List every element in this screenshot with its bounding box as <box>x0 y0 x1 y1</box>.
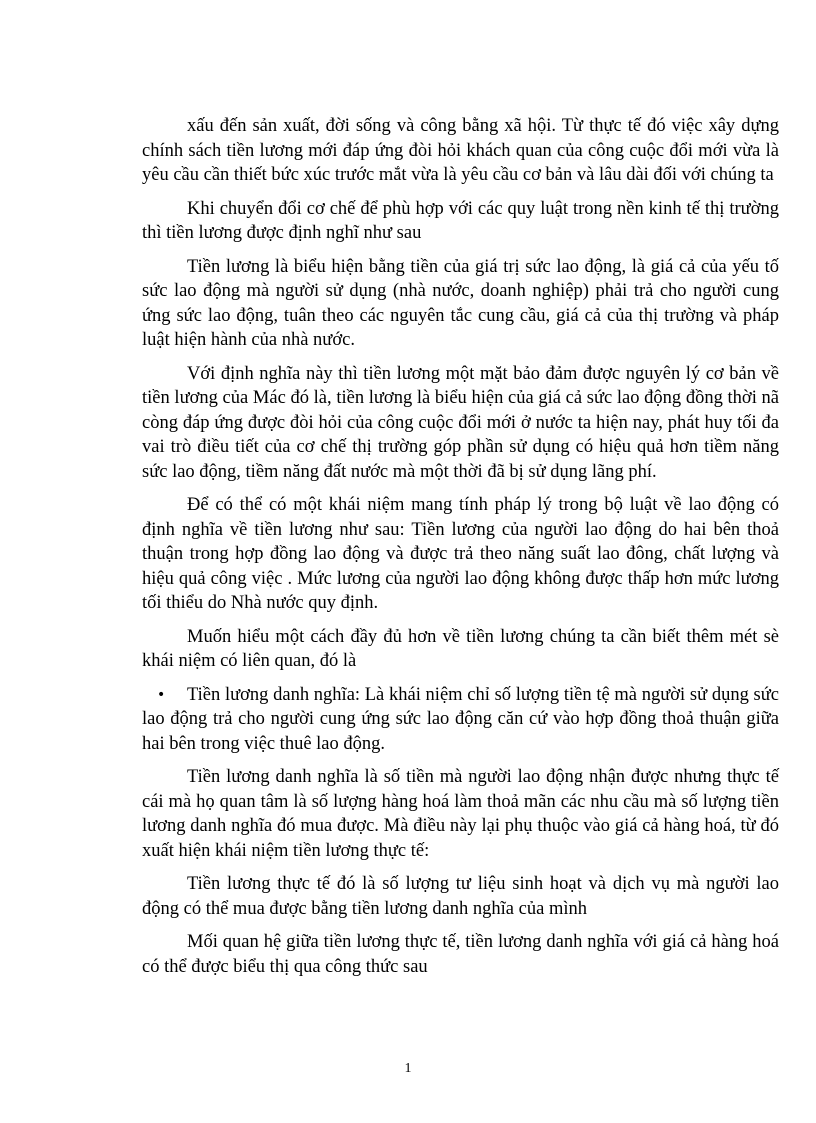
paragraph: xấu đến sản xuất, đời sống và công bằng xã hội. Từ thực tế đó việc xây dựng chính sách tiền lương mới đáp ứng đòi hỏi khách quan của công cuộc đổi mới vừa là yêu cầu cần thiết bức xúc trước mắt vừa là yêu cầu cơ bản và lâu dài đối với chúng ta <box>142 116 779 185</box>
paragraph: Tiền lương thực tế đó là số lượng tư liệu sinh hoạt và dịch vụ mà người lao động có thể mua được bằng tiền lương danh nghĩa của mình <box>142 874 779 919</box>
paragraph: Muốn hiểu một cách đầy đủ hơn về tiền lương chúng ta cần biết thêm mét sè khái niệm có liên quan, đó là <box>142 626 779 671</box>
bullet-text: Tiền lương danh nghĩa: Là khái niệm chỉ số lượng tiền tệ mà người sử dụng sức lao động trả cho người cung ứng sức lao động căn cứ vào hợp đồng thoả thuận giữa hai bên trong việc thuê lao động. <box>142 684 779 754</box>
paragraph: Tiền lương là biểu hiện bằng tiền của giá trị sức lao động, là giá cả của yếu tố sức lao động mà người sử dụng (nhà nước, doanh nghiệp) phải trả cho người cung ứng sức lao động, tuân theo các nguyên tắc cung cầu, giá cả của thị trường và pháp luật hiện hành của nhà nước. <box>142 256 779 350</box>
paragraph: Để có thể có một khái niệm mang tính pháp lý trong bộ luật về lao động có định nghĩa về tiền lương như sau: Tiền lương của người lao động do hai bên thoả thuận trong hợp đồng lao động và được trả theo năng suất lao đông, chất lượng và hiệu quả công việc . Mức lương của người lao động không được thấp hơn mức lương tối thiểu do Nhà nước quy định. <box>142 495 779 613</box>
paragraph: Với định nghĩa này thì tiền lương một mặt bảo đảm được nguyên lý cơ bản về tiền lương của Mác đó là, tiền lương là biểu hiện của giá cả sức lao động đồng thời nã còng đáp ứng được đòi hỏi của công cuộc đổi mới ở nước ta hiện nay, phát huy tối đa vai trò điều tiết của cơ chế thị trường góp phần sử dụng có hiệu quả hơn tiềm năng sức lao động, tiềm năng đất nước mà một thời đã bị sử dụng lãng phí. <box>142 363 779 482</box>
document-body <box>142 114 779 988</box>
paragraph: Tiền lương danh nghĩa là số tiền mà người lao động nhận được nhưng thực tế cái mà họ quan tâm là số lượng hàng hoá làm thoả mãn các nhu cầu mà số lượng tiền lương danh nghĩa đó mua được. Mà điều này lại phụ thuộc vào giá cả hàng hoá, từ đó xuất hiện khái niệm tiền lương thực tế: <box>142 767 779 861</box>
bullet-icon: • <box>157 686 166 703</box>
paragraph: Khi chuyển đổi cơ chế để phù hợp với các quy luật trong nền kinh tế thị trường thì tiền lương được định nghĩ như sau <box>142 198 779 243</box>
page-number: 1 <box>404 1061 412 1076</box>
bullet-list-item <box>142 683 779 757</box>
paragraph: Mối quan hệ giữa tiền lương thực tế, tiền lương danh nghĩa với giá cả hàng hoá có thể được biểu thị qua công thức sau <box>142 932 779 977</box>
